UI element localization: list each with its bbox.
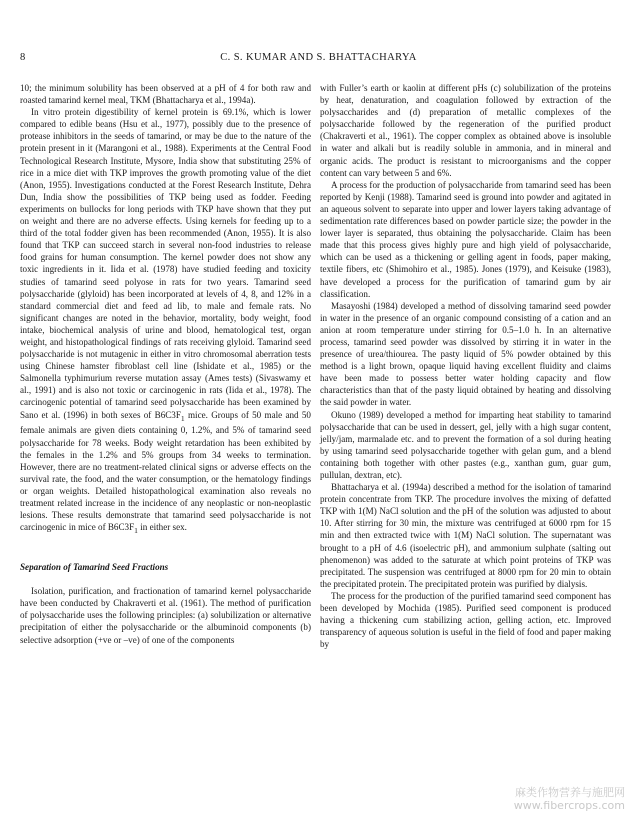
section-heading: Separation of Tamarind Seed Fractions (20, 562, 169, 573)
paragraph: Bhattacharya et al. (1994a) described a method for the isolation of tamarind protein concentrate from TKP. The procedure involves the mixing of defatted TKP with 1(M) NaCl solution and the pH of the solution was adjusted to about 10. After stirring for 30 min, the mixture was centrifuged at 6000 rpm for 15 min and then extracted twice with 1(M) NaCl solution. The supernatant was brought to a pH of 4.6 (isoelectric pH), and ammonium sulphate (salting out phenomenon) was added to the saturate at which point proteins of TKP was precipitated. The suspension was centrifuged at 8000 rpm for 20 min to obtain the precipitated protein. The precipitated protein was purified by dialysis. (320, 482, 611, 589)
page-header (20, 50, 617, 66)
paragraph: Masayoshi (1984) developed a method of dissolving tamarind seed powder in water in the presence of an organic compound consisting of a cation and an anion at room temperature under stirring for 0.5–1.0 h. In an alternative process, tamarind seed powder was dissolved by stirring it in water in the presence of urea/thiourea. The pasty liquid of 5% powder obtained by this method is a light brown, opaque liquid having excellent fluidity and claims have been made to possess better water holding capacity and flow characteristics than that of the pasty liquid obtained by heating and dissolving the said powder in water. (320, 300, 611, 408)
paragraph: Isolation, purification, and fractionation of tamarind kernel polysaccharide have been conducted by Chakraverti et al. (1961). The method of purification of polysaccharide uses the following principles: (a) solubilization or alternative precipitation of either the polysaccharide or the albuminoid components (b) selective adsorption (+ve or –ve) of one of the components (20, 586, 311, 645)
watermark-line: 麻类作物营养与施肥网 (515, 786, 625, 799)
watermark-line: www.fibercrops.com (513, 799, 625, 812)
page-number: 8 (20, 52, 26, 63)
paragraph: with Fuller’s earth or kaolin at different pHs (c) solubilization of the proteins by heat, denaturation, and coagulation followed by extraction of the polysaccharides and (d) preparation of metallic complexes of the polysaccharide followed by the regeneration of the purified product (Chakraverti et al., 1961). The copper complex as obtained above is insoluble in water and alkali but is readily soluble in ammonia, and in mineral and organic acids. The product is resistant to microorganisms and the copper content can vary between 5 and 6%. (320, 83, 611, 178)
paragraph: 10; the minimum solubility has been observed at a pH of 4 for both raw and roasted tamarind kernel meal, TKM (Bhattacharya et al., 1994a). (20, 83, 311, 106)
paragraph-text: mice. Groups of 50 male and 50 female animals are given diets containing 0, 1.2%, and 5% of tamarind seed polysaccharide for 78 weeks. Body weight retardation has been exhibited by the females in the 1.2% and 5% groups from 34 weeks to termination. However, there are no treatment-related clinical signs or adverse effects on the survival rate, the food, and the water consumption, or the hematology findings or organ weights. Detailed histopathological examination also reveals no treatment related increase in the incidence of any neoplastic or non-neoplastic lesions. These results demonstrate that tamarind seed polysaccharide is not carcinogenic in mice of B6C3F (20, 409, 311, 533)
watermark (514, 786, 625, 812)
left-column (20, 82, 311, 646)
subscript: 1 (134, 526, 138, 535)
right-column (320, 82, 611, 650)
paragraph: The process for the production of the purified tamarind seed component has been developed by Mochida (1985). Purified seed component is produced having a thickening cum stabilizing action, gelling action, etc. Improved transparency of aqueous solution is useful in the field of food and paper making by (320, 590, 611, 650)
paragraph: A process for the production of polysaccharide from tamarind seed has been reported by Kenji (1988). Tamarind seed is ground into powder and agitated in an aqueous solvent to separate into upper and lower layers taking advantage of sedimentation rate differences based on powder particle size; the powder in the lower layer is separated, thus obtaining the polysaccharide. Claim has been made that this process gives highly pure and high yield of polysaccharide, which can be used as a thickening or gelling agent in foods, paper making, textile fibers, etc (Shimohiro et al., 1985). Jones (1979), and Keisuke (1983), have developed a process for the purification of tamarind gum by air classification. (320, 179, 611, 299)
paragraph (20, 106, 311, 537)
paragraph-text: In vitro protein digestibility of kernel protein is 69.1%, which is lower compared to edible beans (Hsu et al., 1977), possibly due to the presence of protease inhibitors in the seeds of tamarind, or may be due to the nature of the protein present in it (Marangoni et al., 1988). Experiments at the Central Food Technological Research Institute, Mysore, India show that substituting 25% of rice in a mice diet with TKP improves the growth promoting value of the diet (Anon, 1955). Investigations conducted at the Forest Research Institute, Dehra Dun, India show the possibilities of TKP being used as fodder. Feeding experiments on bullocks for long periods with TKP have shown that they put on weight and there are no adverse effects. Using kernels for feeding up to a third of the total fodder given has been recommended (Anon, 1955). It is also found that TKP can succeed starch in several non-food industries to release food grains for human consumption. The kernel powder does not show any toxic ingredients in it. Iida et al. (1978) have studied feeding and toxicity studies of tamarind seed polyose in rats for two years. Tamarind seed polysaccharide (glyloid) has been incorporated at levels of 4, 8, and 12% in a standard commercial diet and feed ad lib, to male and female rats. No significant changes are noted in the behavior, mortality, body weight, food intake, biochemical analysis of urine and blood, hematological test, organ weight, and histopathological findings of rats receiving glyloid. Tamarind seed polysaccharide is not mutagenic in either in vitro chromosomal aberration tests using Chinese hamster fibroblast cell line (Ishidate et al., 1985) or the Salmonella typhimurium reverse mutation assay (Ames tests) (Sivaswamy et al., 1991) and is also not toxic or carcinogenic in rats (Iida et al., 1978). The carcinogenic potential of tamarind seed polysaccharide has been examined by Sano et al. (1996) in both sexes of B6C3F (20, 107, 311, 420)
subscript: 1 (180, 413, 185, 423)
paragraph: Okuno (1989) developed a method for imparting heat stability to tamarind polysaccharide that can be used in dessert, gel, jelly with a high sugar content, jelly/jam, marmalade etc. and to prevent the formation of a sol during heating by using tamarind seed polysaccharide together with gelan gum, and a blend containing both together with other pastes (e.g., xanthan gum, guar gum, pullulan, dextran, etc). (320, 409, 611, 480)
running-head: C. S. KUMAR AND S. BHATTACHARYA (220, 52, 417, 63)
paragraph-text: in either sex. (137, 522, 187, 533)
